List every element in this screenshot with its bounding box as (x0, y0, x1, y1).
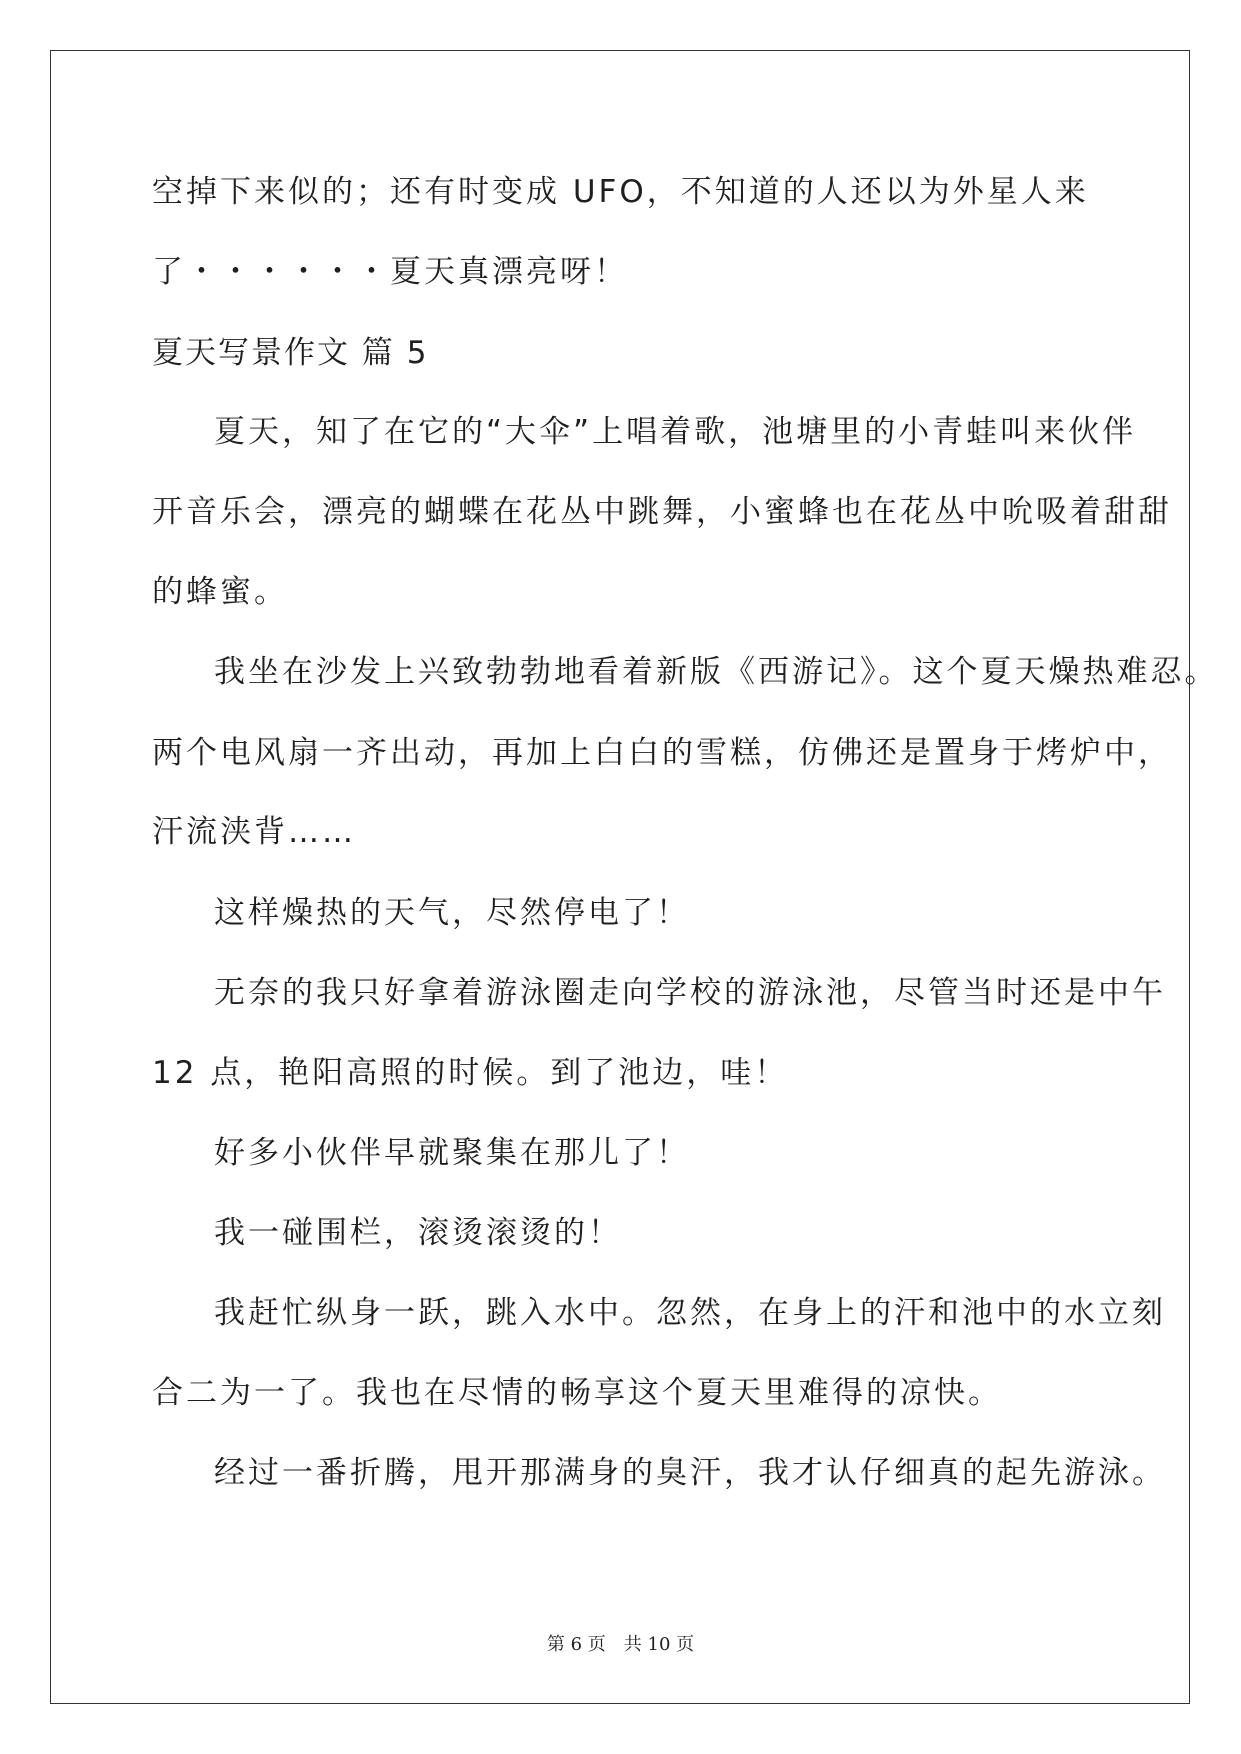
paragraph-line: 空掉下来似的；还有时变成 UFO，不知道的人还以为外星人来 (152, 174, 1089, 210)
paragraph-line: 开音乐会，漂亮的蝴蝶在花丛中跳舞，小蜜蜂也在花丛中吮吸着甜甜 (152, 494, 1172, 530)
section-heading: 夏天写景作文 篇 5 (152, 335, 429, 371)
paragraph-line: 12 点，艳阳高照的时候。到了池边，哇！ (152, 1055, 789, 1091)
paragraph-line: 了・・・・・・夏天真漂亮呀！ (152, 254, 628, 290)
paragraph-line: 这样燥热的天气，尽然停电了！ (214, 895, 690, 931)
paragraph-line: 我坐在沙发上兴致勃勃地看着新版《西游记》。这个夏天燥热难忍。 (214, 654, 1219, 690)
paragraph-line: 我赶忙纵身一跃，跳入水中。忽然，在身上的汗和池中的水立刻 (214, 1295, 1166, 1331)
paragraph-line: 夏天，知了在它的“大伞”上唱着歌，池塘里的小青蛙叫来伙伴 (214, 414, 1137, 450)
paragraph-line: 好多小伙伴早就聚集在那儿了！ (214, 1135, 690, 1171)
paragraph-line: 两个电风扇一齐出动，再加上白白的雪糕，仿佛还是置身于烤炉中， (152, 735, 1172, 771)
paragraph-line: 汗流浃背…… (152, 814, 356, 850)
paragraph-line: 无奈的我只好拿着游泳圈走向学校的游泳池，尽管当时还是中午 (214, 975, 1166, 1011)
paragraph-line: 合二为一了。我也在尽情的畅享这个夏天里难得的凉快。 (152, 1375, 1002, 1411)
page-number-footer: 第 6 页 共 10 页 (546, 1634, 695, 1655)
paragraph-line: 我一碰围栏，滚烫滚烫的！ (214, 1215, 622, 1251)
paragraph-line: 经过一番折腾，甩开那满身的臭汗，我才认仔细真的起先游泳。 (214, 1455, 1166, 1491)
paragraph-line: 的蜂蜜。 (152, 574, 288, 610)
